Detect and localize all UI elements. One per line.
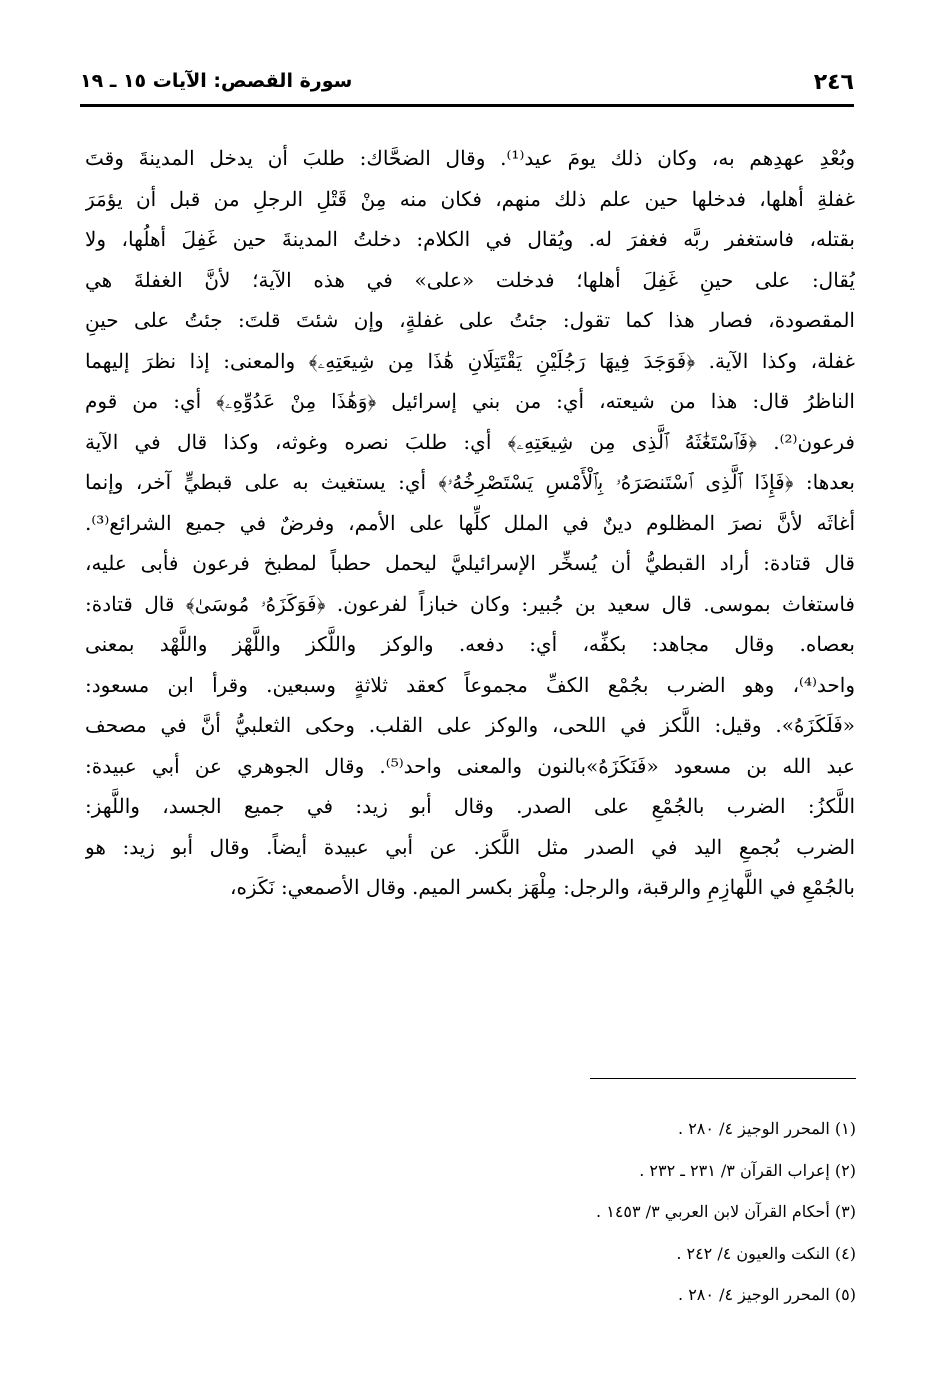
footnote: (٤) النكت والعيون ٤/ ٢٤٢ . xyxy=(676,1243,856,1263)
body-line: فرعون⁽²⁾. ﴿فَٱسْتَغَٰثَهُ ٱلَّذِى مِن شِيعَتِهِۦ﴾ أي: طلبَ نصره وغوثه، وكذا قال في الآية xyxy=(85,429,855,454)
footnote-rule xyxy=(590,1078,856,1079)
body-line: «فَلَكَزَهُ». وقيل: اللَّكز في اللحى، والوكز على القلب. وحكى الثعلبيُّ أنَّ في مصحف xyxy=(85,713,855,737)
body-line: بقتله، فاستغفر ربَّه فغفرَ له. ويُقال في الكلام: دخلتُ المدينةَ حين غَفِلَ أهلُها، ولا xyxy=(85,227,855,251)
body-line: اللَّكزُ: الضرب بالجُمْعِ على الصدر. وقال أبو زيد: في جميع الجسد، واللَّهز: xyxy=(85,794,855,818)
page-header xyxy=(80,64,854,104)
body-line: الناظرُ قال: هذا من شيعته، أي: من بني إسرائيل ﴿وَهَٰذَا مِنْ عَدُوِّهِۦ﴾ أي: من قوم xyxy=(85,389,855,413)
body-text xyxy=(85,138,855,908)
page-number: ٢٤٦ xyxy=(813,70,854,95)
footnote: (٣) أحكام القرآن لابن العربي ٣/ ١٤٥٣ . xyxy=(596,1202,856,1221)
body-line: قال قتادة: أراد القبطيُّ أن يُسخِّر الإسرائيليَّ ليحمل حطباً لمطبخ فرعون فأبى عليه، xyxy=(85,551,855,575)
body-line: الضرب بُجمعِ اليد في الصدر مثل اللَّكز. عن أبي عبيدة أيضاً. وقال أبو زيد: هو xyxy=(85,834,855,859)
header-rule xyxy=(80,104,854,107)
body-line: أغاثَه لأنَّ نصرَ المظلوم دينٌ في الملل كلِّها على الأمم، وفرضٌ في جميع الشرائع⁽³⁾. xyxy=(85,510,855,535)
body-line: عبد الله بن مسعود «فَنَكَزَهُ»بالنون والمعنى واحد⁽⁵⁾. وقال الجوهري عن أبي عبيدة: xyxy=(85,753,855,778)
footnote: (٥) المحرر الوجيز ٤/ ٢٨٠ . xyxy=(678,1285,856,1304)
body-line: واحد⁽⁴⁾، وهو الضرب بجُمْع الكفِّ مجموعاً كعقد ثلاثةٍ وسبعين. وقرأ ابن مسعود: xyxy=(85,672,855,697)
body-line: فاستغاث بموسى. قال سعيد بن جُبير: وكان خبازاً لفرعون. ﴿فَوَكَزَهُۥ مُوسَىٰ﴾ قال قتادة: xyxy=(85,591,855,616)
body-line: بعصاه. وقال مجاهد: بكفِّه، أي: دفعه. والوكز واللَّكز واللَّهْز واللَّهْد بمعنى xyxy=(85,632,855,656)
body-line: بعدها: ﴿فَإِذَا ٱلَّذِى ٱسْتَنصَرَهُۥ بِٱلْأَمْسِ يَسْتَصْرِخُهُۥ﴾ أي: يستغيث به على قبطيٍّ آخر، وإنما xyxy=(85,470,855,494)
body-line: يُقال: على حينِ غَفِلَ أهلها؛ فدخلت «على» في هذه الآية؛ لأنَّ الغفلةَ هي xyxy=(85,267,855,292)
body-line: المقصودة، فصار هذا كما تقول: جئتُ على غفلةٍ، وإن شئتَ قلتَ: جئتُ على حينِ xyxy=(85,308,855,332)
footnote: (١) المحرر الوجيز ٤/ ٢٨٠ . xyxy=(678,1119,856,1138)
body-line: غفلةِ أهلها، فدخلها حين علم ذلك منهم، فكان منه مِنْ قَتْلِ الرجلِ من قبل أن يؤمَرَ xyxy=(85,186,855,211)
footnote: (٢) إعراب القرآن ٣/ ٢٣١ ـ ٢٣٢ . xyxy=(639,1160,856,1180)
footnotes xyxy=(300,1108,856,1316)
body-line: بالجُمْعِ في اللَّهازِمِ والرقبة، والرجل: مِلْهَز بكسر الميم. وقال الأصمعي: نَكَزه، xyxy=(230,875,855,899)
running-title: سورة القصص: الآيات ١٥ ـ ١٩ xyxy=(80,70,353,92)
body-line: غفلة، وكذا الآية. ﴿فَوَجَدَ فِيهَا رَجُلَيْنِ يَقْتَتِلَانِ هَٰذَا مِن شِيعَتِهِۦ﴾ والمعنى: إذا نظرَ إليهما xyxy=(85,348,855,373)
body-line: وبُعْدِ عهدِهم به، وكان ذلك يومَ عيد⁽¹⁾. وقال الضحَّاك: طلبَ أن يدخل المدينةَ وقتَ xyxy=(85,146,855,170)
